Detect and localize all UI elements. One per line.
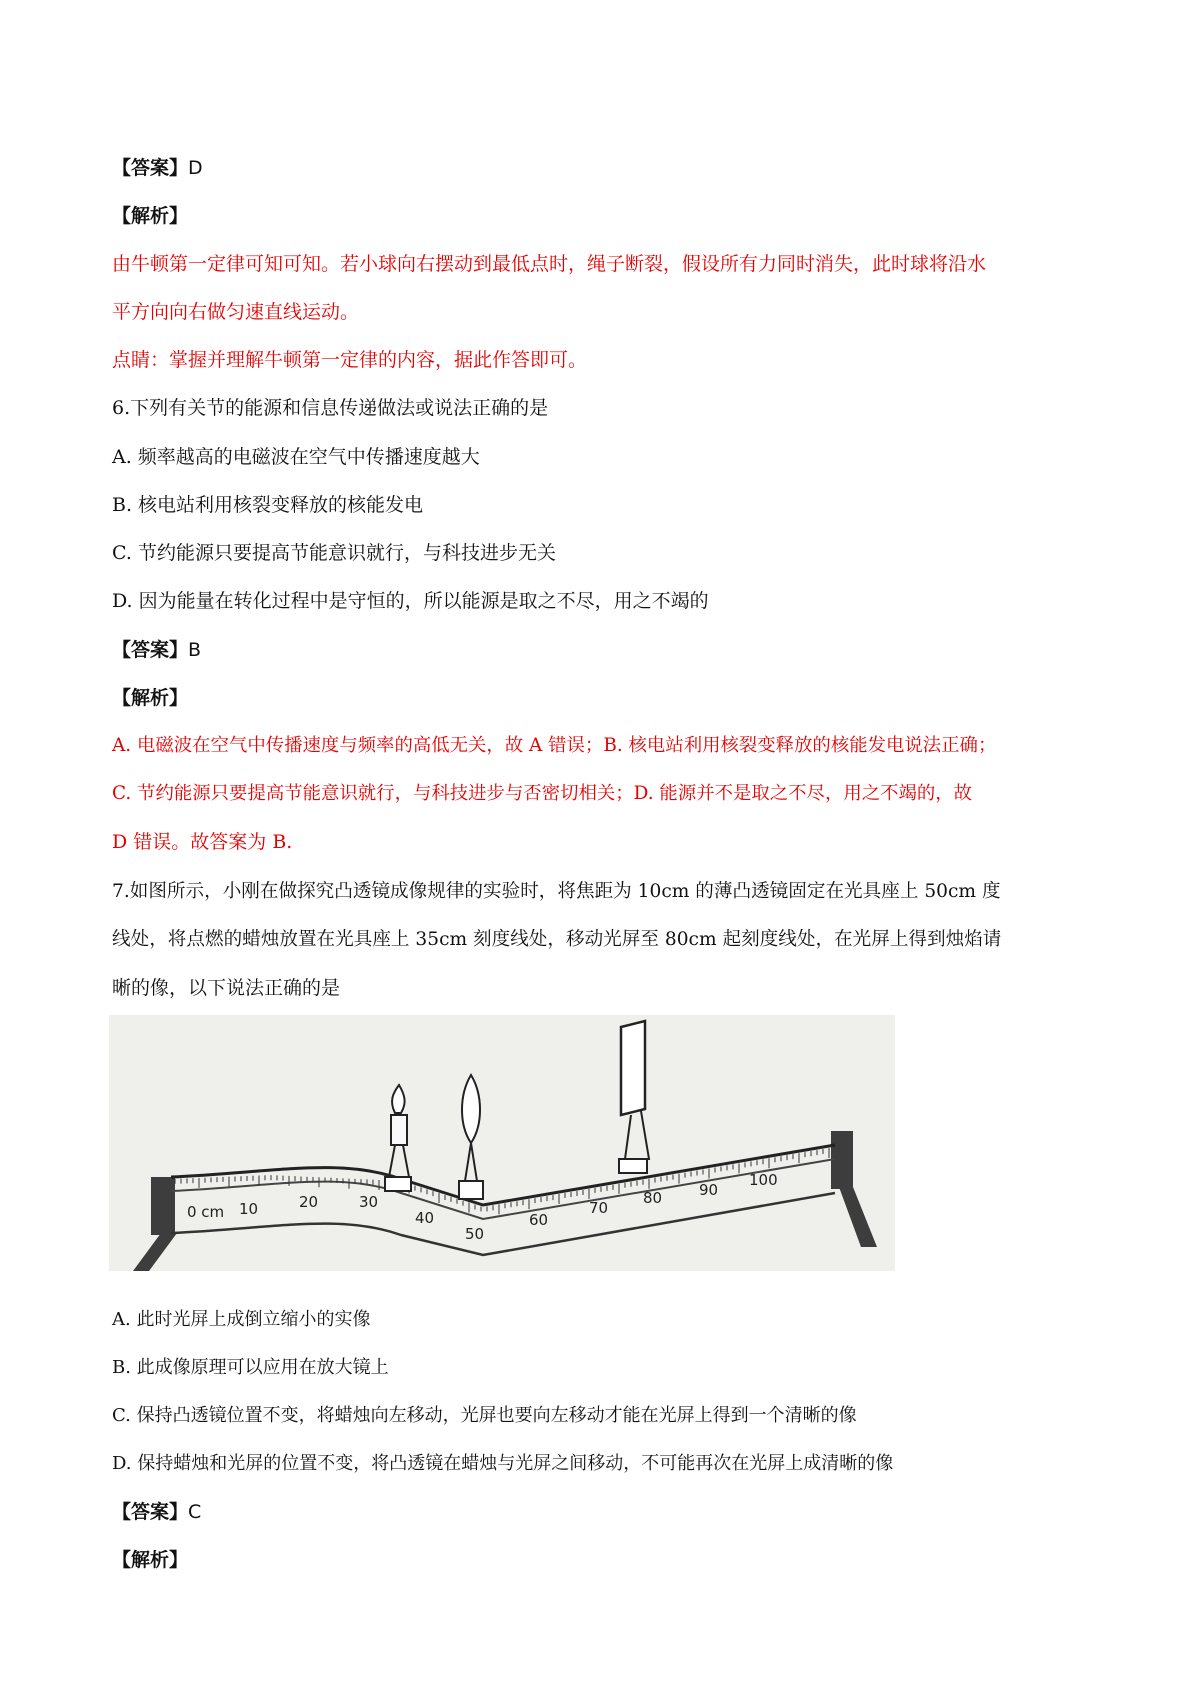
answer-value: B (188, 639, 202, 661)
lens-slider (459, 1181, 483, 1199)
question-6-analysis-line: C. 节约能源只要提高节能意识就行，与科技进步与否密切相关；D. 能源并不是取之不尽，用之不竭的，故 (112, 783, 973, 804)
candle-flame (392, 1085, 405, 1113)
question-6-answer-row (112, 636, 1102, 664)
scale-label: 40 (415, 1209, 435, 1227)
screen-panel (621, 1021, 645, 1115)
lens-body (462, 1075, 480, 1143)
question-7-option-a: A. 此时光屏上成倒立缩小的实像 (112, 1309, 371, 1330)
optical-bench-figure (109, 1015, 895, 1271)
question-6-analysis-line: A. 电磁波在空气中传播速度与频率的高低无关，故 A 错误；B. 核电站利用核裂变释放的核能发电说法正确； (112, 735, 997, 756)
scale-label: 60 (529, 1211, 549, 1229)
answer-tag: 【答案】 (112, 1501, 189, 1523)
answer-value: D (188, 157, 203, 179)
analysis-tag: 【解析】 (112, 205, 189, 227)
question-6-option-a: A. 频率越高的电磁波在空气中传播速度越大 (112, 446, 480, 468)
left-leg (133, 1233, 177, 1271)
screen-holder (625, 1111, 649, 1159)
convex-lens (459, 1075, 483, 1199)
question-7-option-d: D. 保持蜡烛和光屏的位置不变，将凸透镜在蜡烛与光屏之间移动，不可能再次在光屏上成清晰的像 (112, 1453, 894, 1474)
answer-tag: 【答案】 (112, 157, 189, 179)
left-stand (151, 1177, 175, 1235)
candle-holder (389, 1145, 409, 1177)
question-7-option-b: B. 此成像原理可以应用在放大镜上 (112, 1357, 389, 1378)
answer-row (112, 154, 1102, 182)
question-6-option-b: B. 核电站利用核裂变释放的核能发电 (112, 494, 424, 516)
scale-label: 70 (589, 1199, 609, 1217)
question-6-analysis-line: D 错误。故答案为 B. (112, 831, 293, 853)
scale-label: 30 (359, 1193, 379, 1211)
scale-label: 80 (643, 1189, 663, 1207)
question-6-stem: 6.下列有关节的能源和信息传递做法或说法正确的是 (112, 397, 549, 419)
scale-label: 100 (749, 1171, 778, 1189)
scale-label: 90 (699, 1181, 719, 1199)
right-leg (839, 1187, 877, 1247)
candle-body (391, 1115, 407, 1145)
light-screen (619, 1021, 649, 1173)
scale-ticks (175, 1148, 829, 1214)
question-7-stem-line: 7.如图所示，小刚在做探究凸透镜成像规律的实验时，将焦距为 10cm 的薄凸透镜固定在光具座上 50cm 度 (112, 881, 1001, 902)
analysis-line: 平方向向右做匀速直线运动。 (112, 301, 360, 323)
question-7-stem-line: 晰的像，以下说法正确的是 (112, 977, 341, 999)
scale-label: 10 (239, 1200, 259, 1218)
candle-slider (385, 1177, 411, 1191)
scale-label: 50 (465, 1225, 485, 1243)
lens-holder (465, 1143, 477, 1181)
analysis-line: 由牛顿第一定律可知可知。若小球向右摆动到最低点时，绳子断裂，假设所有力同时消失，此时球将沿水 (112, 253, 987, 275)
answer-tag: 【答案】 (112, 639, 189, 661)
answer-value: C (188, 1501, 202, 1523)
screen-slider (619, 1159, 647, 1173)
question-6-option-d: D. 因为能量在转化过程中是守恒的，所以能源是取之不尽，用之不竭的 (112, 590, 709, 612)
question-6-analysis-tag: 【解析】 (112, 687, 189, 709)
candle (385, 1085, 411, 1191)
question-6-option-c: C. 节约能源只要提高节能意识就行，与科技进步无关 (112, 542, 556, 564)
scale-label: 0 cm (187, 1203, 225, 1221)
question-7-answer-row (112, 1498, 1102, 1526)
question-7-stem-line: 线处，将点燃的蜡烛放置在光具座上 35cm 刻度线处，移动光屏至 80cm 起刻度线处，在光屏上得到烛焰请 (112, 929, 1002, 950)
analysis-note: 点睛：掌握并理解牛顿第一定律的内容，据此作答即可。 (112, 349, 588, 371)
question-7-analysis-tag: 【解析】 (112, 1549, 189, 1571)
question-7-option-c: C. 保持凸透镜位置不变，将蜡烛向左移动，光屏也要向左移动才能在光屏上得到一个清晰的像 (112, 1405, 857, 1426)
optical-bench-illustration (109, 1015, 895, 1271)
scale-label: 20 (299, 1193, 319, 1211)
